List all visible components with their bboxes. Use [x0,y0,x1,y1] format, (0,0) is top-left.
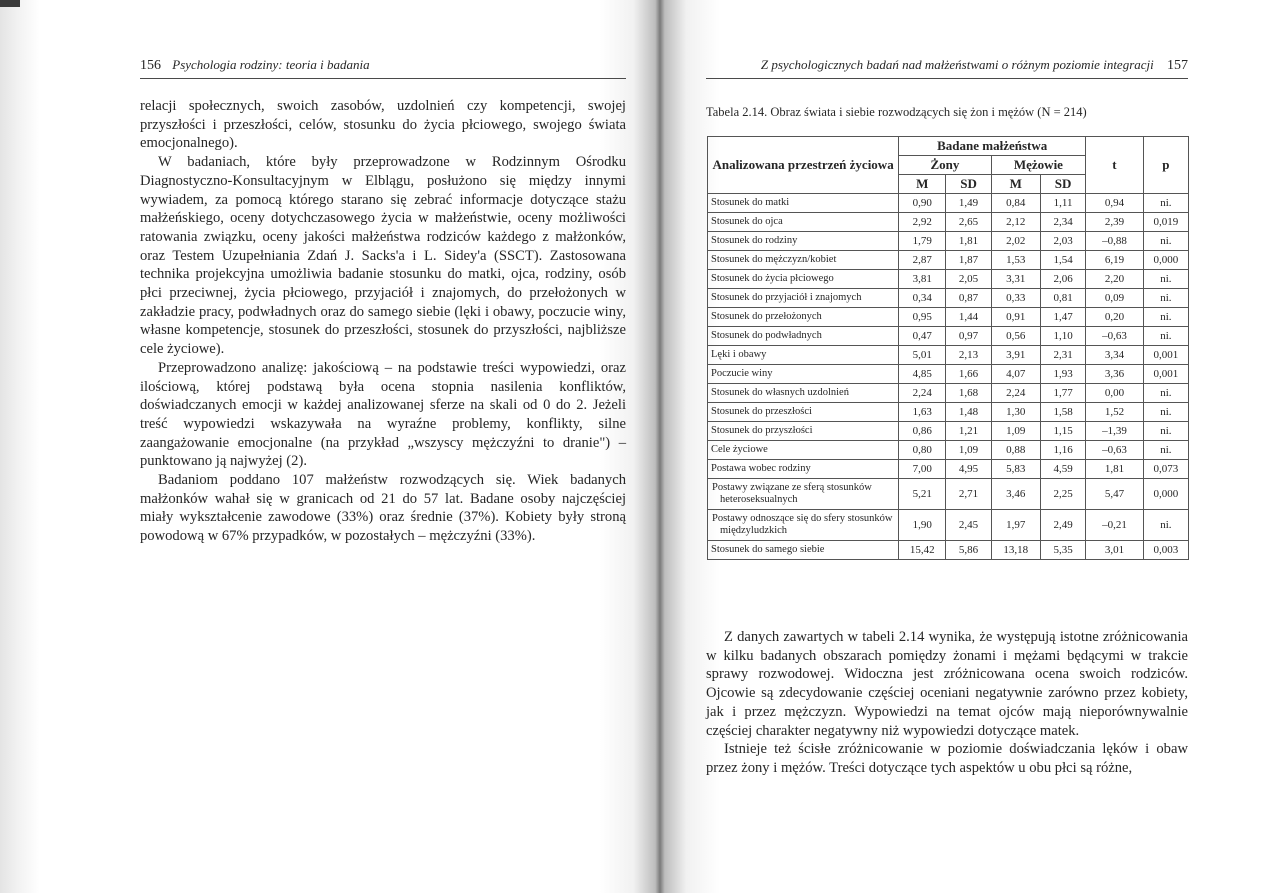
row-wives-sd: 1,66 [946,365,991,384]
table-row [708,289,1189,308]
row-wives-sd: 2,71 [946,479,991,510]
row-husbands-m: 1,97 [991,510,1040,541]
row-t: 1,81 [1086,460,1144,479]
row-wives-m: 15,42 [899,541,946,560]
table-row [708,270,1189,289]
left-paragraph-1: relacji społecznych, swoich zasobów, uzdolnień czy kompetencji, swojej przyszłości i przeszłości, celów, stosunku do życia płciowego, swojego świata emocjonalnego). [140,98,626,152]
row-p: ni. [1143,510,1188,541]
row-area: Postawy odnoszące się do sfery stosunków międzyludzkich [708,510,899,541]
row-wives-m: 2,92 [899,213,946,232]
table-row [708,308,1189,327]
row-husbands-m: 1,30 [991,403,1040,422]
table-row [708,460,1189,479]
row-husbands-m: 13,18 [991,541,1040,560]
row-area: Stosunek do życia płciowego [708,270,899,289]
row-husbands-sd: 2,25 [1040,479,1085,510]
row-wives-m: 0,95 [899,308,946,327]
row-p: ni. [1143,403,1188,422]
header-p: p [1143,137,1188,194]
row-p: ni. [1143,308,1188,327]
row-t: 0,20 [1086,308,1144,327]
row-p: 0,000 [1143,251,1188,270]
row-t: 0,09 [1086,289,1144,308]
row-husbands-m: 5,83 [991,460,1040,479]
row-area: Stosunek do przeszłości [708,403,899,422]
table-row [708,213,1189,232]
row-wives-m: 0,90 [899,194,946,213]
row-p: ni. [1143,232,1188,251]
row-t: 0,94 [1086,194,1144,213]
header-husbands: Mężowie [991,156,1086,175]
row-t: –0,63 [1086,441,1144,460]
row-husbands-m: 2,02 [991,232,1040,251]
row-husbands-sd: 1,58 [1040,403,1085,422]
row-wives-m: 5,01 [899,346,946,365]
row-husbands-sd: 0,81 [1040,289,1085,308]
row-husbands-m: 0,84 [991,194,1040,213]
row-husbands-sd: 1,47 [1040,308,1085,327]
row-p: ni. [1143,441,1188,460]
row-husbands-sd: 5,35 [1040,541,1085,560]
row-wives-m: 3,81 [899,270,946,289]
left-paragraph-3: Przeprowadzono analizę: jakościową – na podstawie treści wypowiedzi, oraz ilościową, której podstawą była ocena stopnia nasilenia konfliktów, doświadczanych emocji w każdej analizowanej sferze na skali od 0 do 2. Jeżeli treść wypowiedzi wskazywała na wyraźne problemy, konflikty, silne zaangażowanie emocjonalne (na przykład „wszyscy mężczyźni to dranie") – punktowano ją najwyżej (2). [140,359,626,470]
row-wives-sd: 1,09 [946,441,991,460]
row-t: –0,88 [1086,232,1144,251]
table-body [708,194,1189,560]
row-p: 0,019 [1143,213,1188,232]
row-wives-m: 1,90 [899,510,946,541]
table-row [708,346,1189,365]
row-wives-sd: 0,87 [946,289,991,308]
row-p: 0,001 [1143,346,1188,365]
row-wives-m: 0,47 [899,327,946,346]
row-husbands-m: 3,46 [991,479,1040,510]
row-wives-m: 5,21 [899,479,946,510]
row-p: ni. [1143,327,1188,346]
row-wives-sd: 2,65 [946,213,991,232]
scan-corner-mark [0,0,20,7]
row-husbands-m: 0,56 [991,327,1040,346]
row-t: 5,47 [1086,479,1144,510]
row-area: Postawa wobec rodziny [708,460,899,479]
row-area: Poczucie winy [708,365,899,384]
row-area: Stosunek do samego siebie [708,541,899,560]
row-wives-m: 0,34 [899,289,946,308]
row-wives-sd: 1,81 [946,232,991,251]
row-wives-m: 1,63 [899,403,946,422]
row-t: 6,19 [1086,251,1144,270]
row-husbands-sd: 4,59 [1040,460,1085,479]
row-t: 0,00 [1086,384,1144,403]
row-wives-sd: 2,13 [946,346,991,365]
table-row [708,510,1189,541]
row-wives-sd: 2,45 [946,510,991,541]
header-husbands-sd: SD [1040,175,1085,194]
row-area: Stosunek do ojca [708,213,899,232]
table-caption: Tabela 2.14. Obraz świata i siebie rozwodzących się żon i mężów (N = 214) [706,105,1087,119]
right-page-body [706,628,1188,778]
header-t: t [1086,137,1144,194]
row-wives-m: 4,85 [899,365,946,384]
row-husbands-m: 0,91 [991,308,1040,327]
row-husbands-m: 1,53 [991,251,1040,270]
row-husbands-sd: 2,03 [1040,232,1085,251]
row-husbands-sd: 1,54 [1040,251,1085,270]
row-p: ni. [1143,384,1188,403]
row-p: ni. [1143,422,1188,441]
scan-shadow-left [0,0,40,893]
row-husbands-sd: 1,10 [1040,327,1085,346]
row-wives-m: 7,00 [899,460,946,479]
row-t: –0,21 [1086,510,1144,541]
table-row [708,422,1189,441]
row-husbands-m: 1,09 [991,422,1040,441]
row-wives-sd: 4,95 [946,460,991,479]
row-husbands-sd: 1,11 [1040,194,1085,213]
row-wives-m: 0,86 [899,422,946,441]
table-row [708,384,1189,403]
results-table [707,136,1189,560]
row-t: –0,63 [1086,327,1144,346]
left-paragraph-2: W badaniach, które były przeprowadzone w Rodzinnym Ośrodku Diagnostyczno-Konsultacyjnym w Elblągu, posłużono się między innymi wywiadem, za pomocą którego starano się zebrać informacje dotyczące stażu małżeńskiego, oceny dotychczasowego życia w małżeństwie, oceny możliwości ratowania związku, oceny jakości małżeństwa rodziców każdego z małżonków, oraz Testem Uzupełniania Zdań J. Sacks'a i L. Sidey'a (SSCT). Zastosowana technika projekcyjna umożliwia badanie stosunku do matki, ojca, rodziny, osób płci przeciwnej, życia płciowego, przyjaciół i znajomych, do przełożonych w zakładzie pracy, podwładnych oraz do samego siebie (lęki i obawy, poczucie winy, własne kompetencje, stosunek do przeszłości, stosunek do przyszłości, najbliższe cele życiowe). [140,154,626,358]
row-husbands-sd: 2,06 [1040,270,1085,289]
table-row [708,479,1189,510]
row-area: Stosunek do przyjaciół i znajomych [708,289,899,308]
left-page-header [140,56,626,79]
header-wives-sd: SD [946,175,991,194]
row-husbands-sd: 2,49 [1040,510,1085,541]
header-wives: Żony [899,156,991,175]
row-p: 0,003 [1143,541,1188,560]
table-row [708,251,1189,270]
right-page-header [706,56,1188,79]
row-t: 3,34 [1086,346,1144,365]
row-husbands-m: 2,24 [991,384,1040,403]
row-p: 0,000 [1143,479,1188,510]
row-area: Postawy związane ze sferą stosunków heteroseksualnych [708,479,899,510]
row-area: Stosunek do matki [708,194,899,213]
table-row [708,441,1189,460]
row-husbands-m: 3,91 [991,346,1040,365]
row-p: 0,001 [1143,365,1188,384]
row-husbands-m: 3,31 [991,270,1040,289]
left-paragraph-4: Badaniom poddano 107 małżeństw rozwodzących się. Wiek badanych małżonków wahał się w granicach od 21 do 57 lat. Badane osoby najczęściej miały wykształcenie zawodowe (33%) oraz średnie (37%). Kobiety były stroną powodową w 67% przypadków, w pozostałych – mężczyźni (33%). [140,472,626,545]
row-wives-m: 0,80 [899,441,946,460]
table-row [708,403,1189,422]
row-area: Stosunek do przyszłości [708,422,899,441]
row-p: ni. [1143,270,1188,289]
left-page-number: 156 [140,58,161,73]
right-paragraph-2: Istnieje też ścisłe zróżnicowanie w poziomie doświadczania lęków i obaw przez żony i mężów. Treści dotyczące tych aspektów u obu płci są różne, [706,741,1188,776]
row-p: ni. [1143,194,1188,213]
row-husbands-sd: 1,77 [1040,384,1085,403]
row-t: –1,39 [1086,422,1144,441]
row-area: Cele życiowe [708,441,899,460]
row-husbands-sd: 1,93 [1040,365,1085,384]
row-husbands-m: 2,12 [991,213,1040,232]
header-husbands-m: M [991,175,1040,194]
row-wives-m: 2,24 [899,384,946,403]
row-husbands-sd: 1,15 [1040,422,1085,441]
row-wives-m: 2,87 [899,251,946,270]
table-header-row-1 [708,137,1189,156]
row-t: 2,39 [1086,213,1144,232]
row-husbands-m: 0,33 [991,289,1040,308]
row-t: 3,01 [1086,541,1144,560]
row-wives-sd: 1,48 [946,403,991,422]
row-wives-sd: 1,87 [946,251,991,270]
row-area: Stosunek do własnych uzdolnień [708,384,899,403]
row-t: 3,36 [1086,365,1144,384]
row-wives-sd: 1,44 [946,308,991,327]
right-paragraph-1: Z danych zawartych w tabeli 2.14 wynika, że występują istotne zróżnicowania w kilku badanych obszarach pomiędzy żonami i mężami będącymi w trakcie sprawy rozwodowej. Widoczna jest zróżnicowana ocena swoich rodziców. Ojcowie są zdecydowanie częściej oceniani negatywnie zarówno przez kobiety, jak i przez mężczyzn. Wypowiedzi na temat ojców mają nieporównywalnie częściej charakter negatywny niż wypowiedzi dotyczące matek. [706,629,1188,739]
row-area: Lęki i obawy [708,346,899,365]
row-wives-sd: 1,49 [946,194,991,213]
left-page-body [140,97,626,546]
row-t: 2,20 [1086,270,1144,289]
row-husbands-sd: 2,31 [1040,346,1085,365]
row-husbands-sd: 1,16 [1040,441,1085,460]
right-page-number: 157 [1167,58,1188,73]
table-row [708,541,1189,560]
row-wives-sd: 5,86 [946,541,991,560]
row-husbands-m: 0,88 [991,441,1040,460]
row-wives-sd: 2,05 [946,270,991,289]
table-row [708,327,1189,346]
row-area: Stosunek do rodziny [708,232,899,251]
table-row [708,365,1189,384]
table-row [708,194,1189,213]
row-wives-sd: 0,97 [946,327,991,346]
header-wives-m: M [899,175,946,194]
right-running-title: Z psychologicznych badań nad małżeństwami o różnym poziomie integracji [760,57,1154,72]
row-p: 0,073 [1143,460,1188,479]
header-group: Badane małżeństwa [899,137,1086,156]
left-running-title: Psychologia rodziny: teoria i badania [172,57,370,72]
row-wives-m: 1,79 [899,232,946,251]
row-t: 1,52 [1086,403,1144,422]
row-p: ni. [1143,289,1188,308]
row-wives-sd: 1,21 [946,422,991,441]
row-husbands-sd: 2,34 [1040,213,1085,232]
row-area: Stosunek do mężczyzn/kobiet [708,251,899,270]
row-husbands-m: 4,07 [991,365,1040,384]
header-area: Analizowana przestrzeń życiowa [708,137,899,194]
row-wives-sd: 1,68 [946,384,991,403]
row-area: Stosunek do podwładnych [708,327,899,346]
table-row [708,232,1189,251]
row-area: Stosunek do przełożonych [708,308,899,327]
